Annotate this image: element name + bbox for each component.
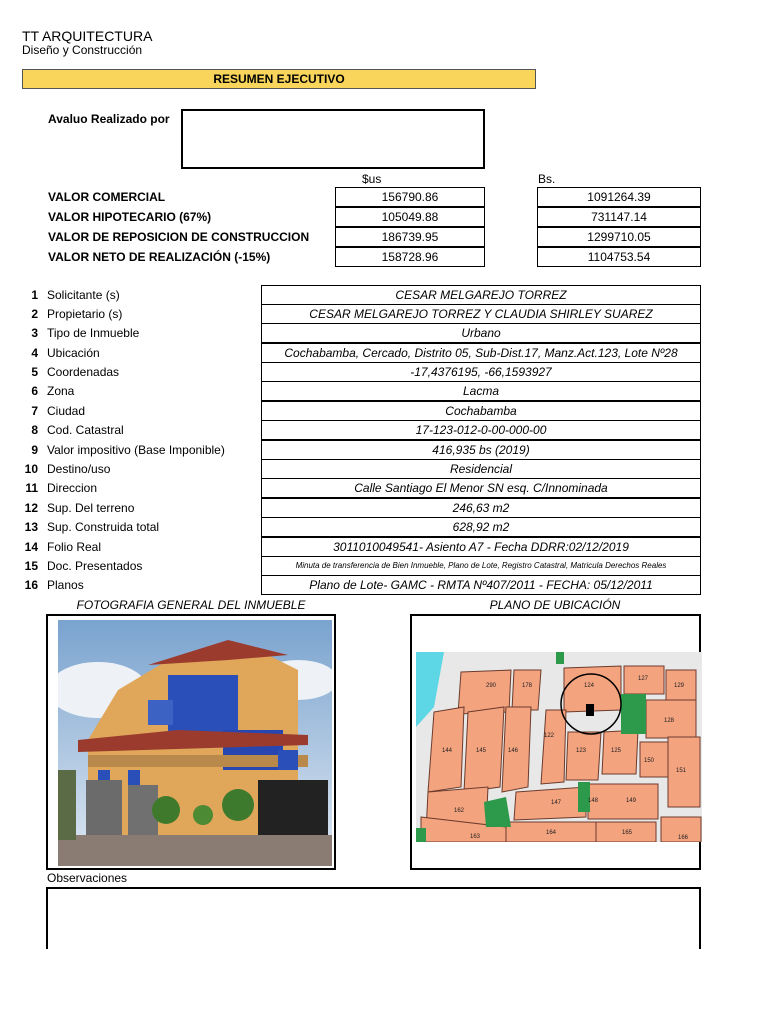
row-number: 5 bbox=[31, 365, 38, 379]
value-usd: 158728.96 bbox=[335, 247, 485, 267]
row-number: 12 bbox=[24, 501, 38, 515]
lot-number: 166 bbox=[678, 835, 689, 841]
row-label: Solicitante (s) bbox=[47, 288, 120, 302]
company-name: TT ARQUITECTURA bbox=[22, 28, 153, 44]
lot-number: 290 bbox=[486, 683, 497, 689]
row-number: 9 bbox=[31, 443, 38, 457]
bs-header: Bs. bbox=[538, 172, 556, 186]
building-photo bbox=[58, 620, 332, 866]
lot-number: 163 bbox=[470, 834, 481, 840]
section-banner: RESUMEN EJECUTIVO bbox=[22, 69, 536, 89]
value-usd: 186739.95 bbox=[335, 227, 485, 247]
row-value: 17-123-012-0-00-000-00 bbox=[261, 420, 701, 440]
row-label: Coordenadas bbox=[47, 365, 120, 379]
row-label: Sup. Del terreno bbox=[47, 501, 135, 515]
row-value: Calle Santiago El Menor SN esq. C/Innominada bbox=[261, 478, 701, 498]
row-label: Destino/uso bbox=[47, 462, 111, 476]
lot-number: 123 bbox=[576, 748, 587, 754]
lot-number: 147 bbox=[551, 800, 562, 806]
value-bs: 1299710.05 bbox=[537, 227, 701, 247]
row-number: 13 bbox=[24, 520, 38, 534]
row-number: 8 bbox=[31, 423, 38, 437]
lot-number: 128 bbox=[664, 718, 675, 724]
row-label: Tipo de Inmueble bbox=[47, 326, 140, 340]
row-number: 15 bbox=[24, 559, 38, 573]
value-label: VALOR NETO DE REALIZACIÓN (-15%) bbox=[48, 250, 271, 264]
row-label: Planos bbox=[47, 578, 84, 592]
row-value: CESAR MELGAREJO TORREZ bbox=[261, 285, 701, 305]
lot-number: 144 bbox=[442, 748, 453, 754]
lot-number: 124 bbox=[584, 683, 595, 689]
lot-number: 151 bbox=[676, 768, 687, 774]
row-number: 11 bbox=[25, 481, 38, 495]
lot-number: 150 bbox=[644, 758, 655, 764]
lot-number: 148 bbox=[588, 798, 599, 804]
lot-number: 149 bbox=[626, 798, 637, 804]
observations-field bbox=[46, 887, 701, 949]
row-label: Cod. Catastral bbox=[47, 423, 124, 437]
lot-number: 162 bbox=[454, 808, 465, 814]
row-number: 6 bbox=[31, 384, 38, 398]
value-label: VALOR COMERCIAL bbox=[48, 190, 166, 204]
photo-frame bbox=[46, 614, 336, 870]
value-bs: 1091264.39 bbox=[537, 187, 701, 207]
row-label: Propietario (s) bbox=[47, 307, 123, 321]
row-number: 16 bbox=[24, 578, 38, 592]
row-value: 628,92 m2 bbox=[261, 517, 701, 537]
lot-number: 127 bbox=[638, 676, 649, 682]
lot-number: 122 bbox=[544, 733, 555, 739]
row-value: 416,935 bs (2019) bbox=[261, 440, 701, 460]
row-label: Ubicación bbox=[47, 346, 100, 360]
row-label: Valor impositivo (Base Imponible) bbox=[47, 443, 225, 457]
row-label: Doc. Presentados bbox=[47, 559, 143, 573]
row-value: Cochabamba bbox=[261, 401, 701, 421]
row-value: Residencial bbox=[261, 459, 701, 479]
row-value: Minuta de transferencia de Bien Inmueble, Plano de Lote, Registro Catastral, Matricula Derechos Reales bbox=[261, 556, 701, 576]
location-map-frame bbox=[410, 614, 701, 870]
row-value: 3011010049541- Asiento A7 - Fecha DDRR:02/12/2019 bbox=[261, 537, 701, 557]
lot-number: 165 bbox=[622, 830, 633, 836]
usd-header: $us bbox=[362, 172, 382, 186]
row-label: Zona bbox=[47, 384, 75, 398]
row-label: Sup. Construida total bbox=[47, 520, 160, 534]
photo-caption: FOTOGRAFIA GENERAL DEL INMUEBLE bbox=[76, 598, 306, 612]
lot-number: 125 bbox=[611, 748, 622, 754]
observations-label: Observaciones bbox=[47, 871, 128, 885]
lot-number: 145 bbox=[476, 748, 487, 754]
row-number: 4 bbox=[31, 346, 38, 360]
row-number: 3 bbox=[31, 326, 38, 340]
value-usd: 156790.86 bbox=[335, 187, 485, 207]
map-caption: PLANO DE UBICACIÓN bbox=[489, 598, 621, 612]
appraiser-field bbox=[181, 109, 485, 169]
row-value: Plano de Lote- GAMC - RMTA Nº407/2011 - FECHA: 05/12/2011 bbox=[261, 575, 701, 595]
row-number: 14 bbox=[24, 540, 38, 554]
value-usd: 105049.88 bbox=[335, 207, 485, 227]
value-label: VALOR HIPOTECARIO (67%) bbox=[48, 210, 212, 224]
row-label: Folio Real bbox=[47, 540, 102, 554]
row-number: 10 bbox=[24, 462, 38, 476]
value-bs: 731147.14 bbox=[537, 207, 701, 227]
row-label: Direccion bbox=[47, 481, 98, 495]
row-value: Lacma bbox=[261, 381, 701, 401]
lot-number: 178 bbox=[522, 683, 533, 689]
lot-number: 164 bbox=[546, 830, 557, 836]
lot-number: 146 bbox=[508, 748, 519, 754]
row-value: Urbano bbox=[261, 323, 701, 343]
row-number: 7 bbox=[31, 404, 38, 418]
row-label: Ciudad bbox=[47, 404, 86, 418]
value-bs: 1104753.54 bbox=[537, 247, 701, 267]
lot-number: 129 bbox=[674, 683, 685, 689]
row-value: Cochabamba, Cercado, Distrito 05, Sub-Dist.17, Manz.Act.123, Lote Nº28 bbox=[261, 343, 701, 363]
company-subtitle: Diseño y Construcción bbox=[22, 43, 143, 57]
appraiser-label: Avaluo Realizado por bbox=[48, 112, 170, 126]
row-value: CESAR MELGAREJO TORREZ Y CLAUDIA SHIRLEY SUAREZ bbox=[261, 304, 701, 324]
location-map bbox=[416, 652, 702, 842]
row-value: 246,63 m2 bbox=[261, 498, 701, 518]
row-number: 2 bbox=[31, 307, 38, 321]
row-number: 1 bbox=[31, 288, 38, 302]
row-value: -17,4376195, -66,1593927 bbox=[261, 362, 701, 382]
value-label: VALOR DE REPOSICION DE CONSTRUCCION bbox=[48, 230, 310, 244]
